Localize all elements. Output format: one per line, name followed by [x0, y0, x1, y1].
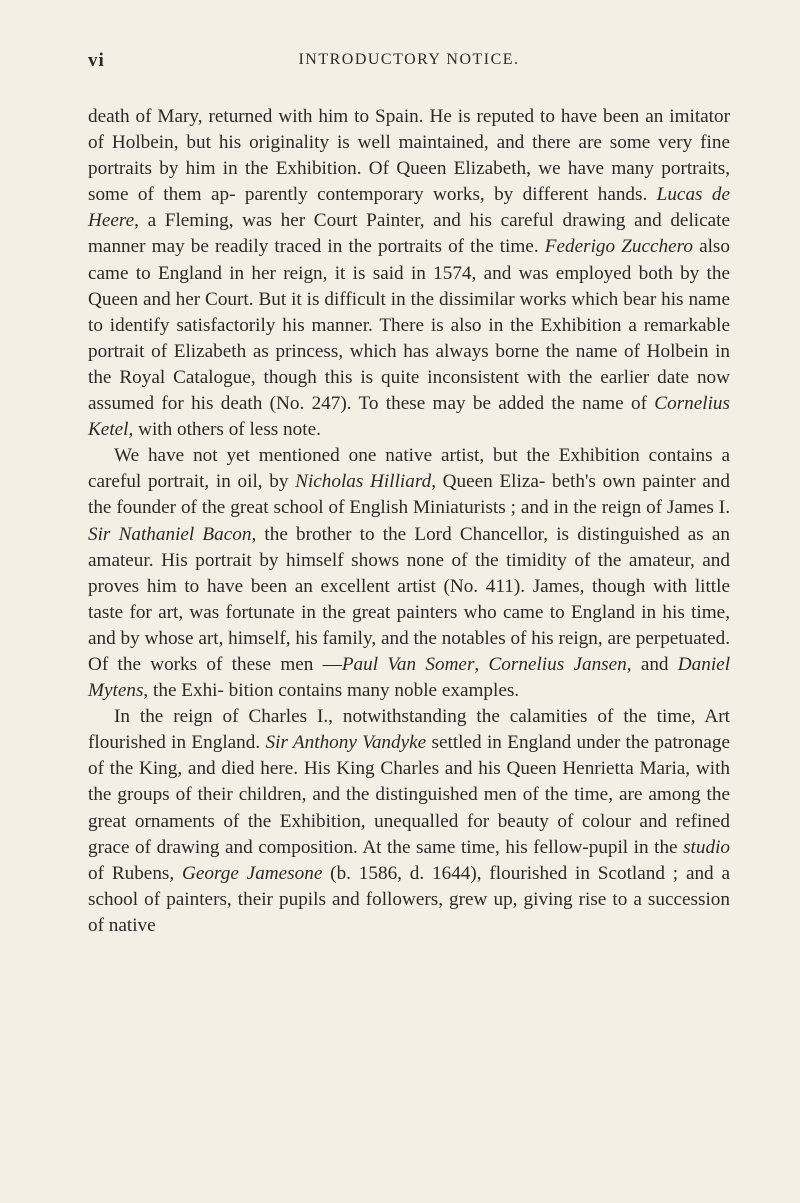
text-run: (b. 1586, d. 1644), flourished in Scotland ; and a school of painters, their pupils and followers, grew up, giving rise to a succession of native [88, 862, 730, 936]
text-run: In the reign of Charles I., notwithstanding the calamities of the time, Art flourished in England. [88, 706, 730, 754]
text-run: , Queen Eliza- beth's own painter and the founder of the great school of English Miniaturists ; and in the reign of James I. [88, 471, 730, 519]
text-run: , and [626, 653, 678, 675]
text-run: death of Mary, returned with him to Spain. He is reputed to have been an imitator of Holbein, but his originality is well maintained, and there are some very fine portraits by him in the Exhibition. Of Queen Elizabeth, we have many portraits, some of them ap- parently contemporary works, by different hands. [88, 106, 730, 206]
text-run: , with others of less note. [128, 419, 321, 441]
italic-name: Cornelius Jansen [488, 653, 627, 675]
paragraph-1 [88, 104, 730, 443]
text-run: of Rubens, [88, 862, 183, 884]
italic-name: Sir Anthony Vandyke [265, 732, 427, 754]
italic-name: Sir Nathaniel Bacon [88, 523, 252, 545]
italic-name: Daniel Mytens [88, 653, 731, 702]
page-header [88, 50, 730, 74]
italic-name: Federigo Zucchero [544, 236, 693, 258]
italic-name: Nicholas Hilliard [295, 471, 432, 493]
body-text [88, 104, 730, 939]
page-number: vi [88, 50, 105, 71]
running-head: INTRODUCTORY NOTICE. [298, 51, 520, 68]
italic-name: studio [683, 836, 730, 858]
text-run: , the brother to the Lord Chancellor, is distinguished as an amateur. His portrait by himself shows none of the timidity of the amateur, and proves him to have been an excellent artist (No. 411). James, though with little taste for art, was fortunate in the great painters who came to England in his time, and by whose art, himself, his family, and the notables of his reign, are perpetuated. Of the works of these men — [88, 523, 730, 675]
italic-name: Lucas de Heere [88, 184, 730, 232]
text-run: settled in England under the patronage of the King, and died here. His King Charles and his Queen Henrietta Maria, with the groups of their children, and the distinguished men of the time, are among the great ornaments of the Exhibition, unequalled for beauty of colour and refined grace of drawing and composition. At the same time, his fellow-pupil in the [88, 732, 730, 858]
text-run: , a Fleming, was her Court Painter, and his careful drawing and delicate manner may be readily traced in the portraits of the time. [88, 210, 730, 258]
paragraph-3 [88, 704, 730, 939]
paragraph-2 [88, 443, 730, 704]
text-run: , the Exhi- bition contains many noble examples. [143, 680, 520, 702]
italic-name: George Jamesone [182, 862, 323, 884]
italic-name: Cornelius Ketel [88, 393, 730, 441]
text-run: We have not yet mentioned one native artist, but the Exhibition contains a careful portrait, in oil, by [88, 445, 730, 493]
text-run: , [474, 653, 489, 675]
italic-name: Paul Van Somer [341, 653, 475, 675]
text-run: also came to England in her reign, it is said in 1574, and was employed both by the Queen and her Court. But it is difficult in the dissimilar works which bear his name to identify satisfactorily his manner. There is also in the Exhibition a remarkable portrait of Elizabeth as princess, which has always borne the name of Holbein in the Royal Catalogue, though this is quite inconsistent with the earlier date now assumed for his death (No. 247). To these may be added the name of [88, 236, 730, 415]
